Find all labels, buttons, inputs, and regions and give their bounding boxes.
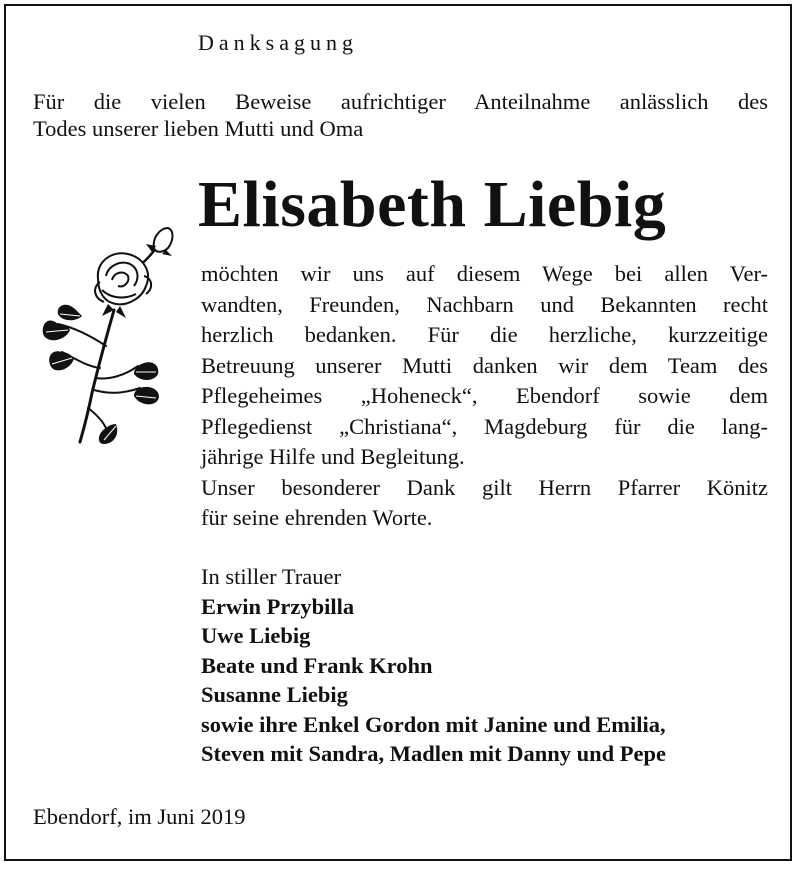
body-line: für seine ehrenden Worte. — [201, 505, 433, 530]
body-line: jährige Hilfe und Begleitung. — [201, 444, 465, 469]
intro-line: Todes unserer lieben Mutti und Oma — [33, 116, 364, 141]
body-line: Betreuung unserer Mutti danken wir dem Team des — [201, 352, 768, 378]
thanks-paragraph — [201, 259, 768, 534]
notice-heading: Danksagung — [198, 30, 358, 55]
body-line: möchten wir uns auf diesem Wege bei allen Ver- — [201, 261, 768, 286]
body-line: Pflegedienst „Christiana“, Magdeburg für die lang- — [201, 413, 768, 439]
intro-line: Für die vielen Beweise aufrichtiger Anteilnahme anlässlich des — [33, 89, 768, 114]
mourner-name: Beate und Frank Krohn — [201, 652, 433, 678]
mourner-name: Erwin Przybilla — [201, 593, 355, 619]
body-line: Pflegeheimes „Hoheneck“, Ebendorf sowie dem — [201, 383, 768, 408]
body-line: Unser besonderer Dank gilt Herrn Pfarrer Könitz — [201, 474, 768, 500]
body-line: wandten, Freunden, Nachbarn und Bekannten recht — [201, 291, 768, 317]
intro-paragraph — [33, 88, 768, 142]
body-line: herzlich bedanken. Für die herzliche, kurzzeitige — [201, 322, 768, 347]
rose-icon — [36, 218, 186, 444]
deceased-name: Elisabeth Liebig — [198, 168, 667, 241]
place-date: Ebendorf, im Juni 2019 — [33, 804, 246, 829]
mourner-name: Steven mit Sandra, Madlen mit Danny und Pepe — [201, 741, 667, 766]
mourner-name: Susanne Liebig — [201, 682, 348, 707]
mourner-name: Uwe Liebig — [201, 623, 311, 648]
mourning-phrase: In stiller Trauer — [201, 564, 341, 589]
mourner-name: sowie ihre Enkel Gordon mit Janine und Emilia, — [201, 711, 666, 737]
mourners-block — [201, 562, 666, 769]
